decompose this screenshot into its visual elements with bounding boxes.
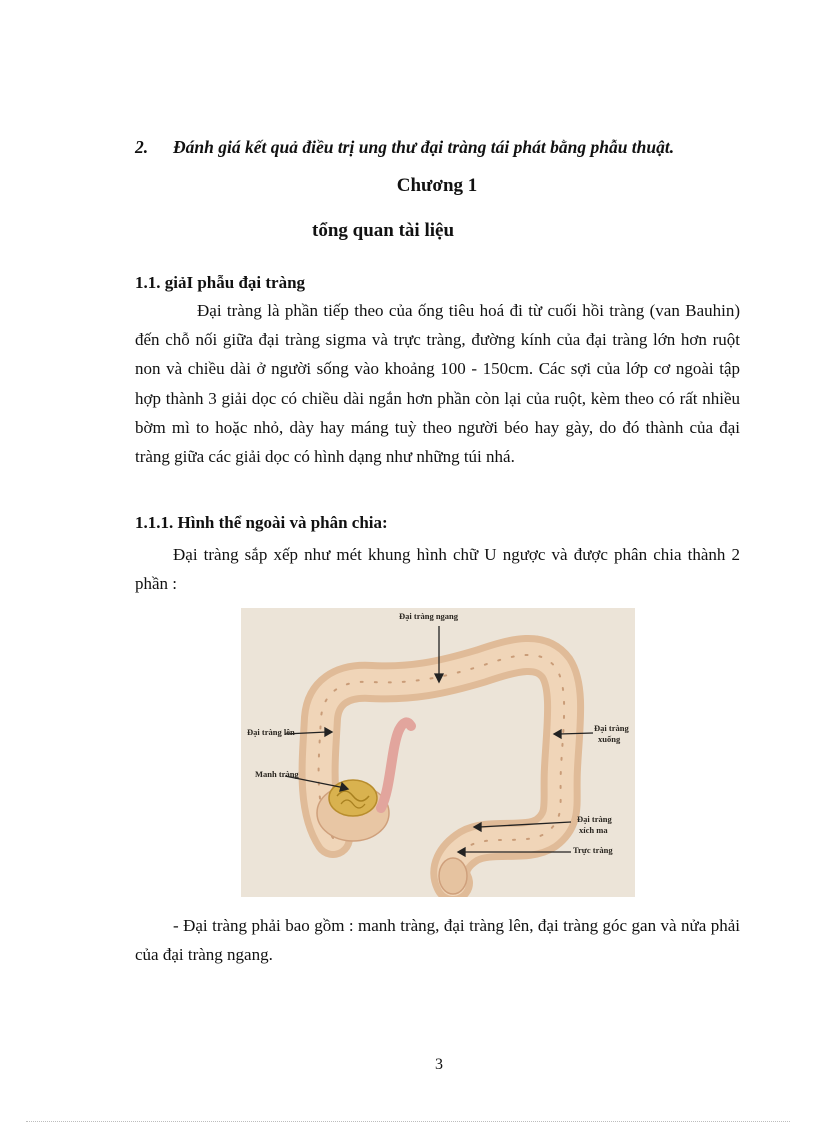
label-descending-colon-2: xuống	[598, 734, 621, 744]
label-transverse-colon: Đại tràng ngang	[399, 611, 459, 621]
colon-anatomy-figure	[241, 608, 635, 897]
chapter-title: Chương 1	[396, 175, 478, 196]
section-1-1-text: Đại tràng là phần tiếp theo của ống tiêu hoá đi từ cuối hồi tràng (van Bauhin) đến chỗ nối giữa đại tràng sigma và trực tràng, đường kính của đại tràng lớn hơn ruột non và chiều dài ở người sống vào khoảng 100 - 150cm. Các sợi của lớp cơ ngoài tập hợp thành 3 giải dọc có chiều dài ngắn hơn phần còn lại của ruột, kèm theo có rất nhiều bờm mì to hoặc nhỏ, dày hay máng tuỳ theo người béo hay gày, do đó thành của đại tràng giữa các giải dọc có hình dạng như những túi nhá.	[135, 301, 740, 467]
label-descending-colon-1: Đại tràng	[594, 723, 629, 733]
objective-item	[135, 137, 775, 158]
label-rectum: Trực tràng	[573, 845, 613, 855]
label-sigmoid-colon-2: xích ma	[579, 825, 608, 835]
chapter-subtitle: tổng quan tài liệu	[312, 220, 455, 241]
section-heading-1-1-1: 1.1.1. Hình thể ngoài và phân chia:	[135, 513, 388, 532]
right-colon-paragraph	[135, 911, 740, 969]
objective-text: Đánh giá kết quả điều trị ung thư đại tràng tái phát bằng phẫu thuật.	[173, 137, 675, 157]
section-1-1-1-paragraph	[135, 540, 740, 598]
page-bottom-rule	[26, 1121, 790, 1122]
section-1-1-1-text: Đại tràng sắp xếp như mét khung hình chữ U ngược và được phân chia thành 2 phần :	[135, 545, 740, 594]
label-cecum: Manh tràng	[255, 769, 299, 779]
right-colon-text: - Đại tràng phải bao gồm : manh tràng, đại tràng lên, đại tràng góc gan và nửa phải của đại tràng ngang.	[135, 916, 740, 965]
section-1-1-paragraph	[135, 296, 740, 471]
label-sigmoid-colon-1: Đại tràng	[577, 814, 612, 824]
objective-number: 2.	[135, 137, 149, 157]
page-number: 3	[435, 1056, 443, 1073]
label-ascending-colon: Đại tràng lên	[247, 727, 295, 737]
section-heading-1-1: 1.1. giảI phẫu đại tràng	[135, 273, 306, 292]
